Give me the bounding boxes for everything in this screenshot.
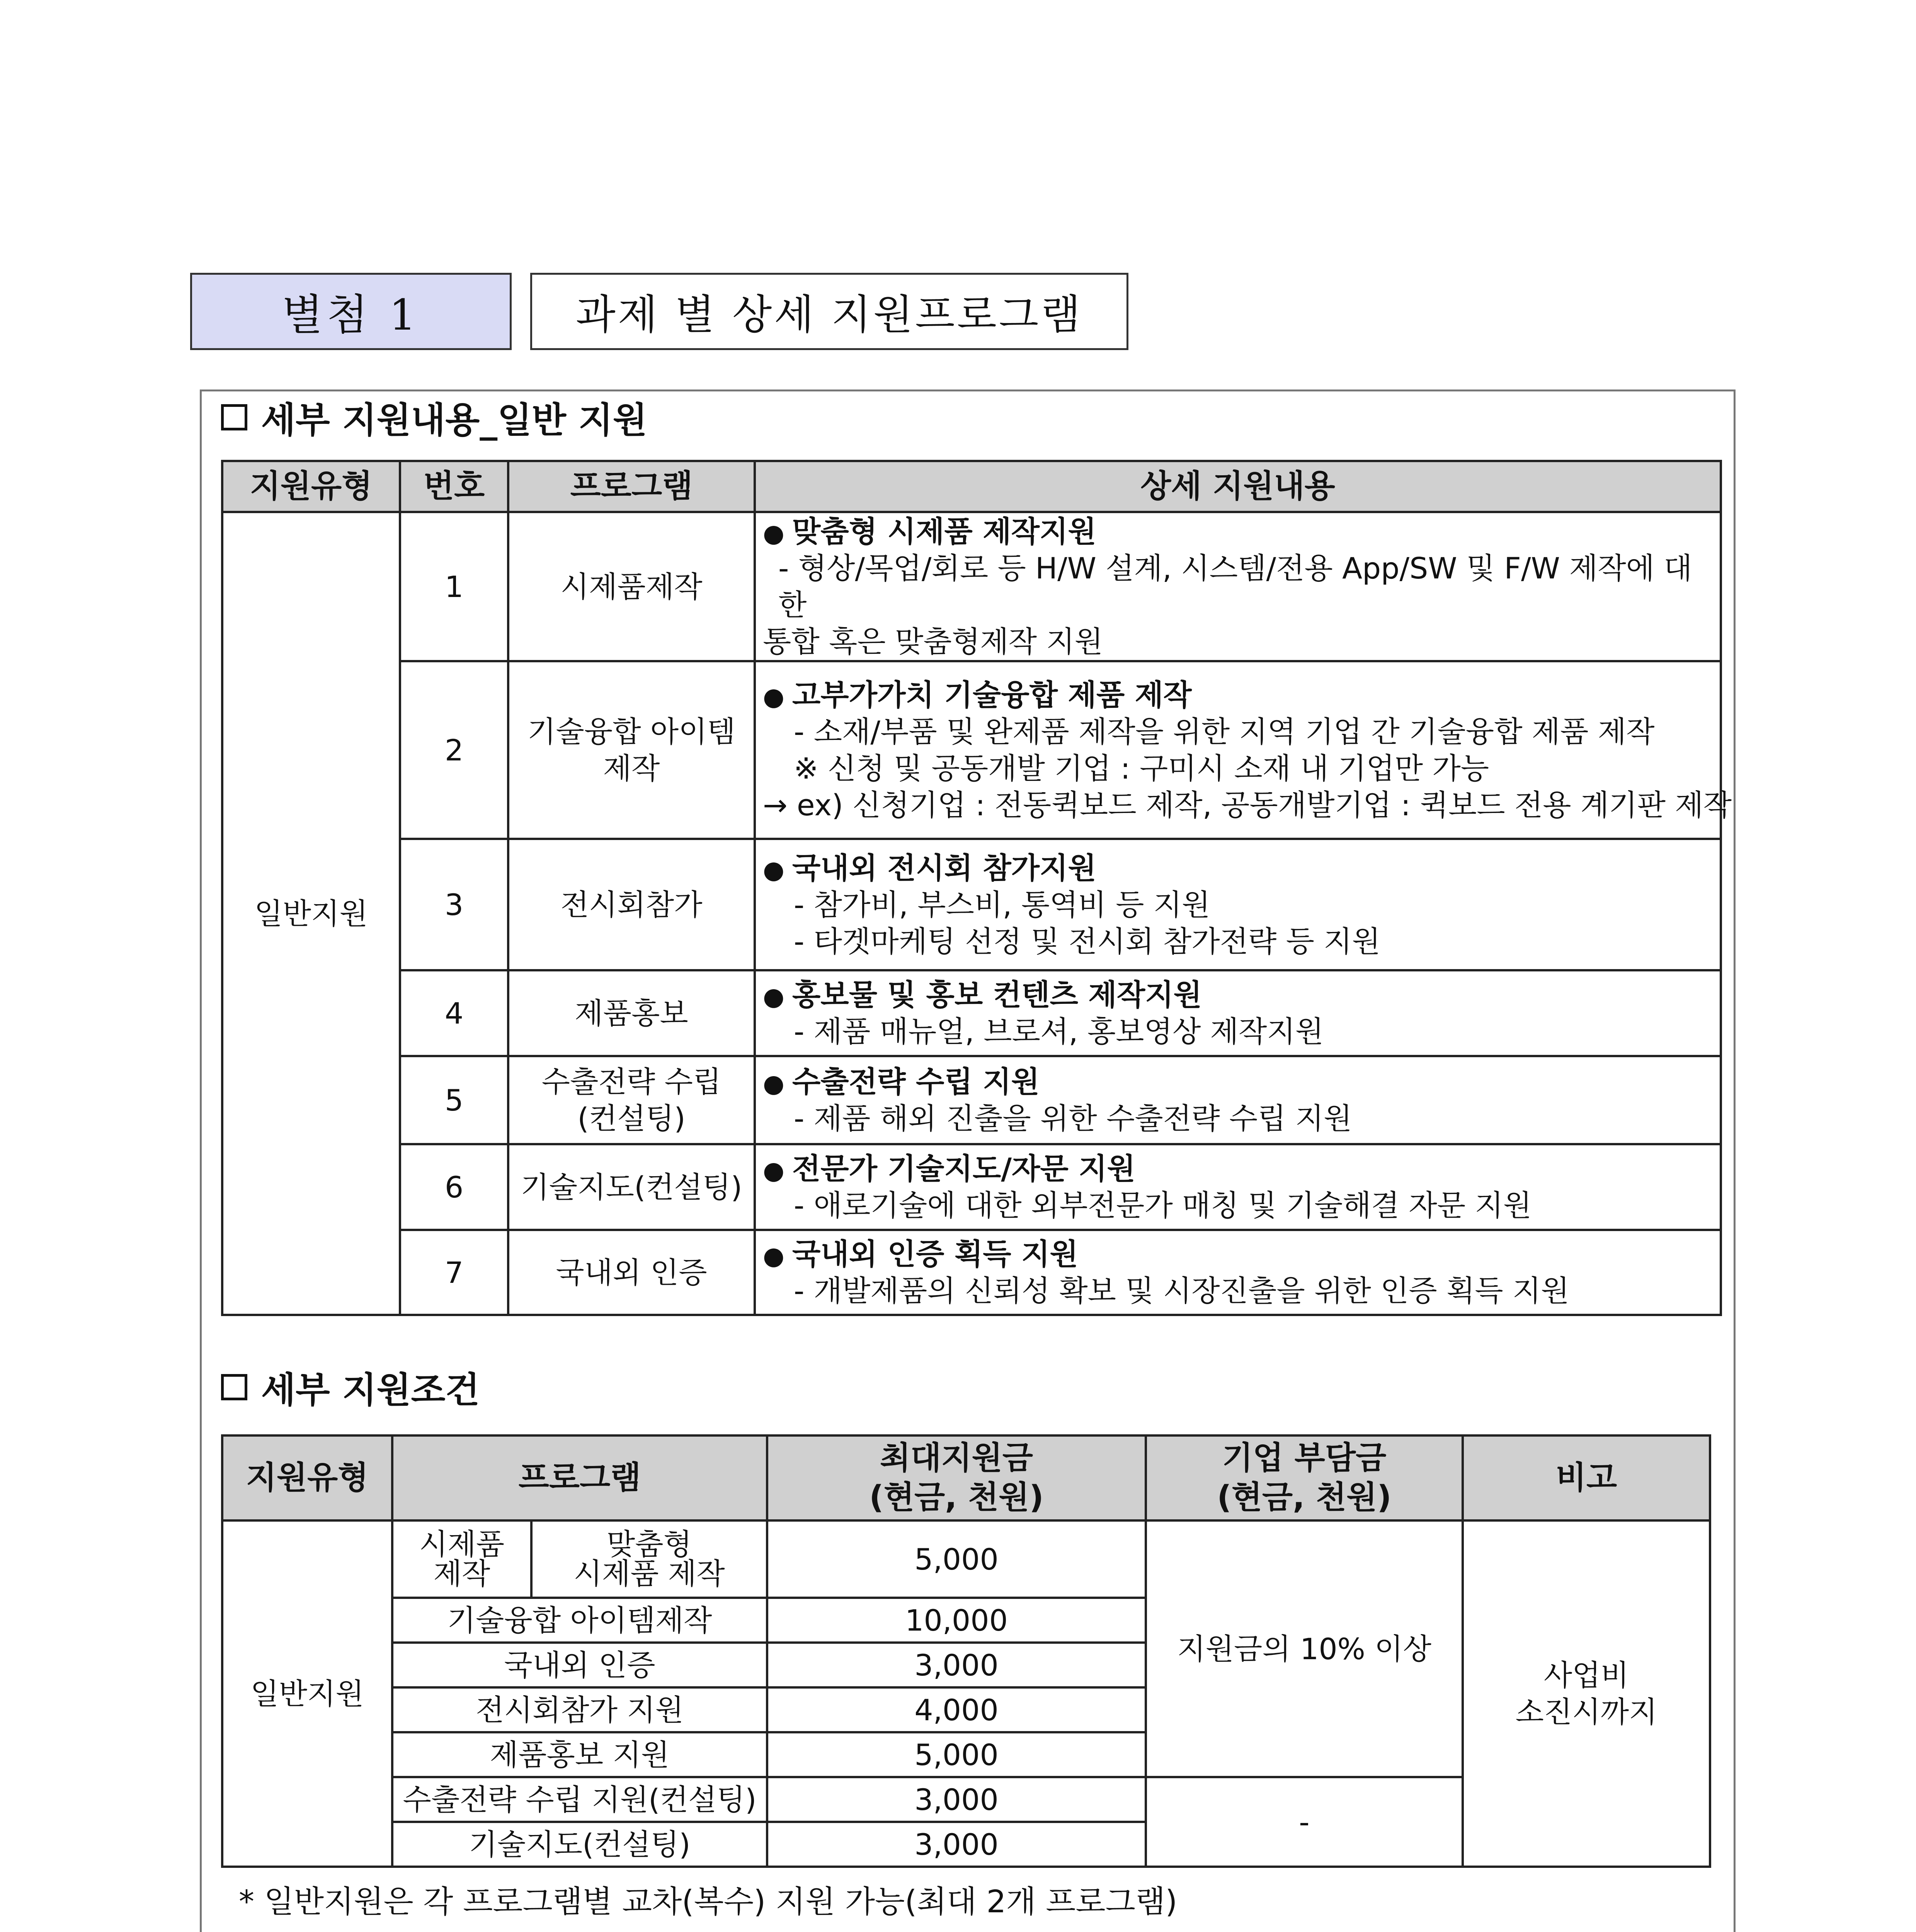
table-row [222, 970, 1721, 1056]
section1-heading [221, 390, 647, 444]
support-type-label: 일반지원 [254, 896, 368, 931]
note-line: * 일반지원은 각 프로그램별 교차(복수) 지원 가능(최대 2개 프로그램) [239, 1884, 1178, 1920]
proto-sub-cell: 맞춤형 시제품 제작 [531, 1520, 767, 1598]
row-number: 5 [400, 1056, 508, 1144]
program-cell: 전시회참가 지원 [392, 1687, 767, 1732]
note-cell: 사업비 소진시까지 [1463, 1520, 1710, 1867]
row-detail [755, 839, 1721, 970]
section2-heading [221, 1360, 480, 1414]
header-note: 비고 [1463, 1435, 1710, 1520]
amount-cell: 10,000 [767, 1598, 1146, 1643]
detail-bullet: ● 홍보물 및 홍보 컨텐츠 제작지원 [763, 978, 1202, 1012]
burden-cell: 지원금의 10% 이상 [1146, 1520, 1463, 1777]
detail-line: - 제품 해외 진출을 위한 수출전략 수립 지원 [794, 1101, 1352, 1136]
page-title-text: 과제 별 상세 지원프로그램 [576, 291, 1083, 338]
amount-cell: 4,000 [767, 1687, 1146, 1732]
detail-bullet: ● 국내외 인증 획득 지원 [763, 1237, 1078, 1271]
header-type: 지원유형 [222, 1435, 392, 1520]
detail-bullet: ● 국내외 전시회 참가지원 [763, 850, 1096, 885]
table-row [222, 512, 1721, 661]
row-program: 전시회참가 [508, 839, 755, 970]
amount-cell: 3,000 [767, 1777, 1146, 1822]
detail-line: - 참가비, 부스비, 통역비 등 지원 [794, 887, 1210, 922]
row-program: 시제품제작 [508, 512, 755, 661]
table-row [222, 1144, 1721, 1230]
row-number: 2 [400, 661, 508, 839]
detail-line: - 제품 매뉴얼, 브로셔, 홍보영상 제작지원 [794, 1014, 1324, 1049]
support-type-cell: 일반지원 [222, 1520, 392, 1867]
row-program: 기술지도(컨설팅) [508, 1144, 755, 1230]
support-content-table [221, 460, 1732, 1316]
notes-block [239, 1878, 1669, 1932]
program-cell: 기술지도(컨설팅) [392, 1822, 767, 1867]
detail-line: - 애로기술에 대한 외부전문가 매칭 및 기술해결 자문 지원 [794, 1188, 1532, 1223]
header-program: 프로그램 [508, 461, 755, 512]
row-detail [755, 661, 1732, 839]
detail-line: 통합 혹은 맞춤형제작 지원 [763, 624, 1103, 659]
header-type: 지원유형 [222, 461, 400, 512]
amount-cell: 5,000 [767, 1520, 1146, 1598]
detail-line: - 개발제품의 신뢰성 확보 및 시장진출을 위한 인증 획득 지원 [794, 1274, 1569, 1308]
detail-line: → ex) 신청기업 : 전동퀵보드 제작, 공동개발기업 : 퀵보드 전용 계기판 제작 [763, 788, 1732, 822]
row-detail [755, 970, 1721, 1056]
header-number: 번호 [400, 461, 508, 512]
header-max-amount: 최대지원금 (현금, 천원) [767, 1435, 1146, 1520]
row-detail [755, 1144, 1721, 1230]
header-company-burden: 기업 부담금 (현금, 천원) [1146, 1435, 1463, 1520]
section1-title: 세부 지원내용_일반 지원 [261, 400, 647, 441]
row-number: 7 [400, 1230, 508, 1315]
table-row [222, 839, 1721, 970]
amount-cell: 3,000 [767, 1643, 1146, 1687]
detail-bullet: ● 고부가가치 기술융합 제품 제작 [763, 678, 1192, 712]
detail-bullet: ● 수출전략 수립 지원 [763, 1065, 1040, 1099]
note-line [239, 1926, 1669, 1932]
header-detail: 상세 지원내용 [755, 461, 1721, 512]
page-title [530, 273, 1128, 350]
row-number: 4 [400, 970, 508, 1056]
support-conditions-table [221, 1434, 1711, 1868]
checkbox-icon [221, 1374, 247, 1400]
row-program: 기술융합 아이템 제작 [508, 661, 755, 839]
row-detail [755, 512, 1721, 661]
support-type-cell [222, 512, 400, 1315]
row-detail [755, 1230, 1721, 1315]
detail-bullet: ● 전문가 기술지도/자문 지원 [763, 1151, 1136, 1186]
burden-consult-cell: - [1146, 1777, 1463, 1867]
attachment-tag [190, 273, 512, 350]
detail-line: - 형상/목업/회로 등 H/W 설계, 시스템/전용 App/SW 및 F/W 제작에 대한 [778, 551, 1692, 622]
program-cell: 국내외 인증 [392, 1643, 767, 1687]
proto-group-cell: 시제품 제작 [392, 1520, 531, 1598]
row-program: 국내외 인증 [508, 1230, 755, 1315]
program-cell: 제품홍보 지원 [392, 1732, 767, 1777]
table-row [222, 1056, 1721, 1144]
amount-cell: 3,000 [767, 1822, 1146, 1867]
amount-cell: 5,000 [767, 1732, 1146, 1777]
program-cell: 수출전략 수립 지원(컨설팅) [392, 1777, 767, 1822]
row-number: 6 [400, 1144, 508, 1230]
row-program: 제품홍보 [508, 970, 755, 1056]
detail-line: ※ 신청 및 공동개발 기업 : 구미시 소재 내 기업만 가능 [794, 751, 1489, 786]
table-row [222, 1230, 1721, 1315]
header-program: 프로그램 [392, 1435, 767, 1520]
attachment-tag-label: 별첨 1 [282, 290, 420, 340]
section2-title: 세부 지원조건 [261, 1369, 480, 1411]
detail-line: - 소재/부품 및 완제품 제작을 위한 지역 기업 간 기술융합 제품 제작 [794, 714, 1655, 749]
detail-line: - 타겟마케팅 선정 및 전시회 참가전략 등 지원 [794, 924, 1381, 959]
table-row [222, 661, 1721, 839]
program-cell: 기술융합 아이템제작 [392, 1598, 767, 1643]
row-detail [755, 1056, 1721, 1144]
table-row [222, 1520, 1710, 1598]
detail-bullet: ● 맞춤형 시제품 제작지원 [763, 514, 1096, 549]
row-number: 1 [400, 512, 508, 661]
row-program: 수출전략 수립 (컨설팅) [508, 1056, 755, 1144]
row-number: 3 [400, 839, 508, 970]
checkbox-icon [221, 404, 247, 430]
